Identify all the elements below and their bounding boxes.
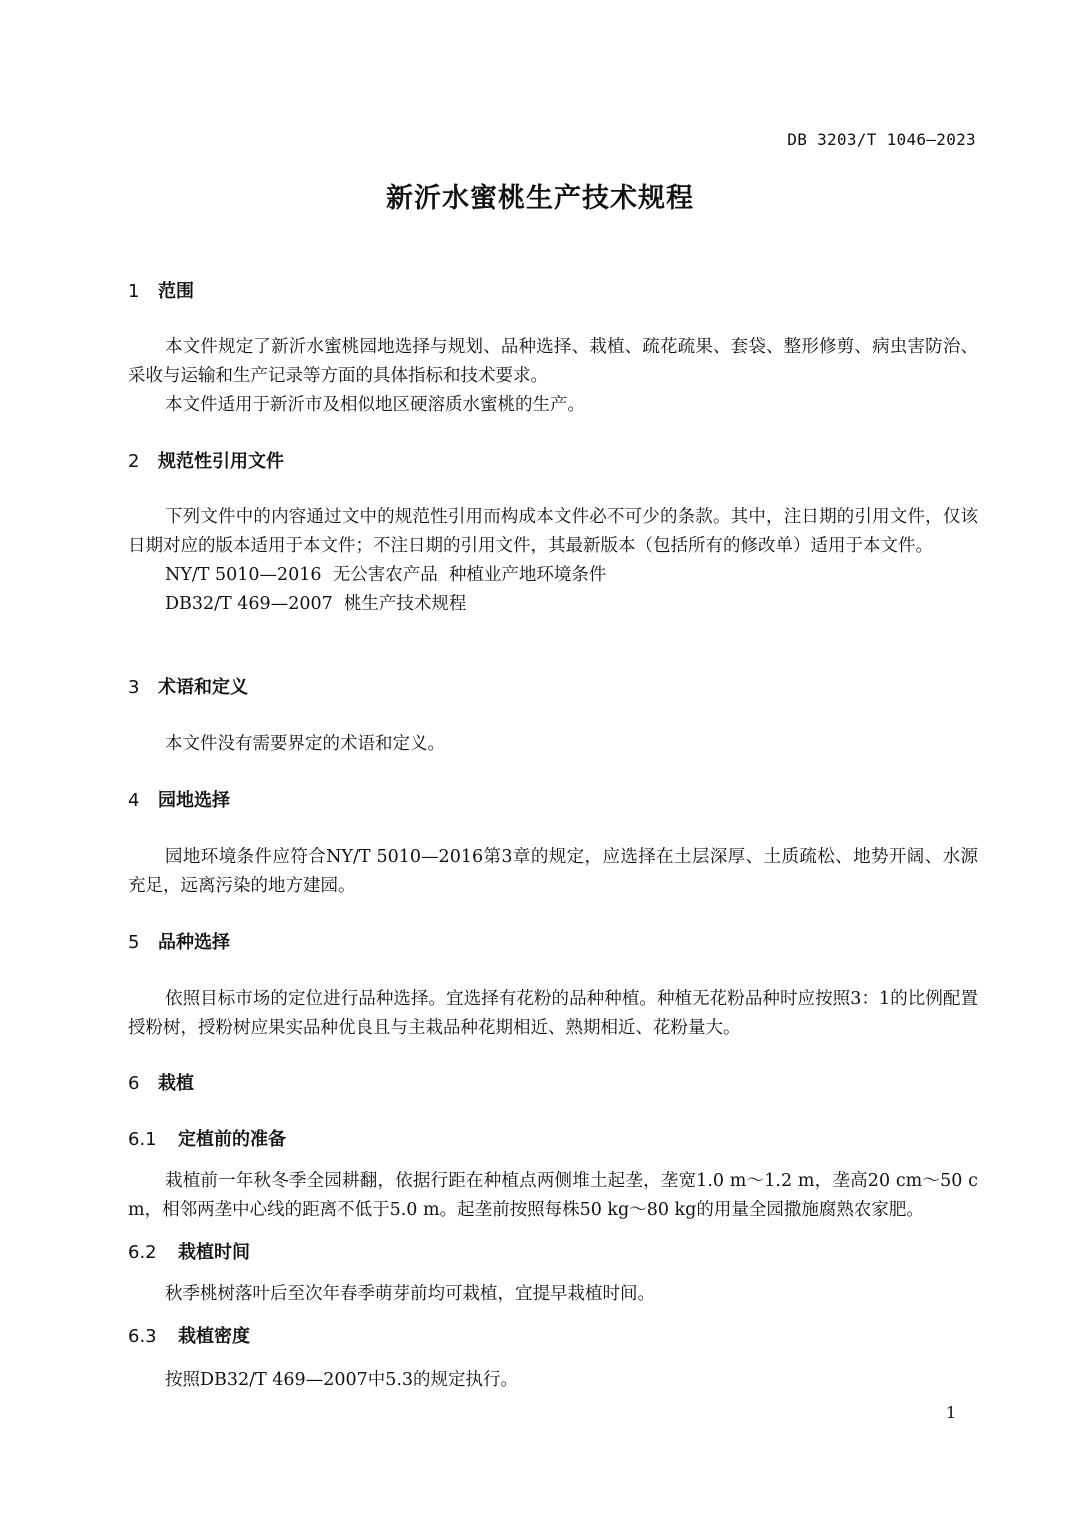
- section-1-body: [128, 333, 978, 420]
- section-title: 规范性引用文件: [158, 451, 284, 472]
- reference-item: DB32/T 469—2007 桃生产技术规程: [165, 594, 467, 614]
- subsection-number: 6.2: [128, 1242, 157, 1263]
- section-heading-6: [128, 1071, 978, 1097]
- subsection-6-3-body: [128, 1366, 978, 1395]
- section-heading-2: [128, 449, 978, 475]
- section-number: 6: [128, 1073, 140, 1094]
- paragraph: 按照DB32/T 469—2007中5.3的规定执行。: [165, 1370, 519, 1390]
- paragraph: 园地环境条件应符合NY/T 5010—2016第3章的规定，应选择在土层深厚、土质疏松、地势开阔、水源充足，远离污染的地方建园。: [128, 847, 978, 896]
- section-4-body: [128, 843, 978, 901]
- section-number: 2: [128, 451, 140, 472]
- paragraph: 下列文件中的内容通过文中的规范性引用而构成本文件必不可少的条款。其中，注日期的引用文件，仅该日期对应的版本适用于本文件；不注日期的引用文件，其最新版本（包括所有的修改单）适用于本文件。: [128, 507, 978, 556]
- section-number: 5: [128, 932, 140, 953]
- section-title: 栽植: [158, 1073, 194, 1094]
- section-2-body: [128, 503, 978, 619]
- subsection-heading-6-3: [128, 1324, 978, 1350]
- subsection-6-2-body: [128, 1280, 978, 1309]
- subsection-heading-6-2: [128, 1240, 978, 1266]
- subsection-title: 栽植时间: [178, 1242, 250, 1263]
- paragraph: 本文件规定了新沂水蜜桃园地选择与规划、品种选择、栽植、疏花疏果、套袋、整形修剪、病虫害防治、采收与运输和生产记录等方面的具体指标和技术要求。: [128, 337, 978, 386]
- page-number: 1: [946, 1403, 957, 1422]
- section-title: 品种选择: [158, 932, 230, 953]
- document-title: 新沂水蜜桃生产技术规程: [386, 183, 694, 214]
- section-heading-4: [128, 788, 978, 814]
- section-number: 3: [128, 677, 140, 698]
- subsection-title: 栽植密度: [178, 1326, 250, 1347]
- section-title: 范围: [158, 281, 194, 302]
- subsection-6-1-body: [128, 1167, 978, 1225]
- section-heading-5: [128, 930, 978, 956]
- subsection-title: 定植前的准备: [178, 1129, 286, 1150]
- section-number: 4: [128, 790, 140, 811]
- reference-item: NY/T 5010—2016 无公害农产品 种植业产地环境条件: [165, 565, 607, 585]
- section-number: 1: [128, 281, 140, 302]
- section-3-body: [128, 730, 978, 759]
- paragraph: 依照目标市场的定位进行品种选择。宜选择有花粉的品种种植。种植无花粉品种时应按照3：1的比例配置授粉树，授粉树应果实品种优良且与主栽品种花期相近、熟期相近、花粉量大。: [128, 989, 978, 1038]
- section-heading-1: [128, 279, 978, 305]
- paragraph: 本文件适用于新沂市及相似地区硬溶质水蜜桃的生产。: [165, 395, 585, 415]
- subsection-number: 6.1: [128, 1129, 157, 1150]
- paragraph: 本文件没有需要界定的术语和定义。: [165, 734, 445, 754]
- section-title: 术语和定义: [158, 677, 248, 698]
- document-id: DB 3203/T 1046—2023: [787, 130, 976, 149]
- section-title: 园地选择: [158, 790, 230, 811]
- paragraph: 栽植前一年秋冬季全园耕翻，依据行距在种植点两侧堆土起垄，垄宽1.0 m～1.2 m，垄高20 cm～50 cm，相邻两垄中心线的距离不低于5.0 m。起垄前按照每株50 kg～80 kg的用量全园撒施腐熟农家肥。: [128, 1171, 978, 1220]
- section-heading-3: [128, 675, 978, 701]
- paragraph: 秋季桃树落叶后至次年春季萌芽前均可栽植，宜提早栽植时间。: [165, 1284, 655, 1304]
- section-5-body: [128, 985, 978, 1043]
- subsection-number: 6.3: [128, 1326, 157, 1347]
- subsection-heading-6-1: [128, 1127, 978, 1153]
